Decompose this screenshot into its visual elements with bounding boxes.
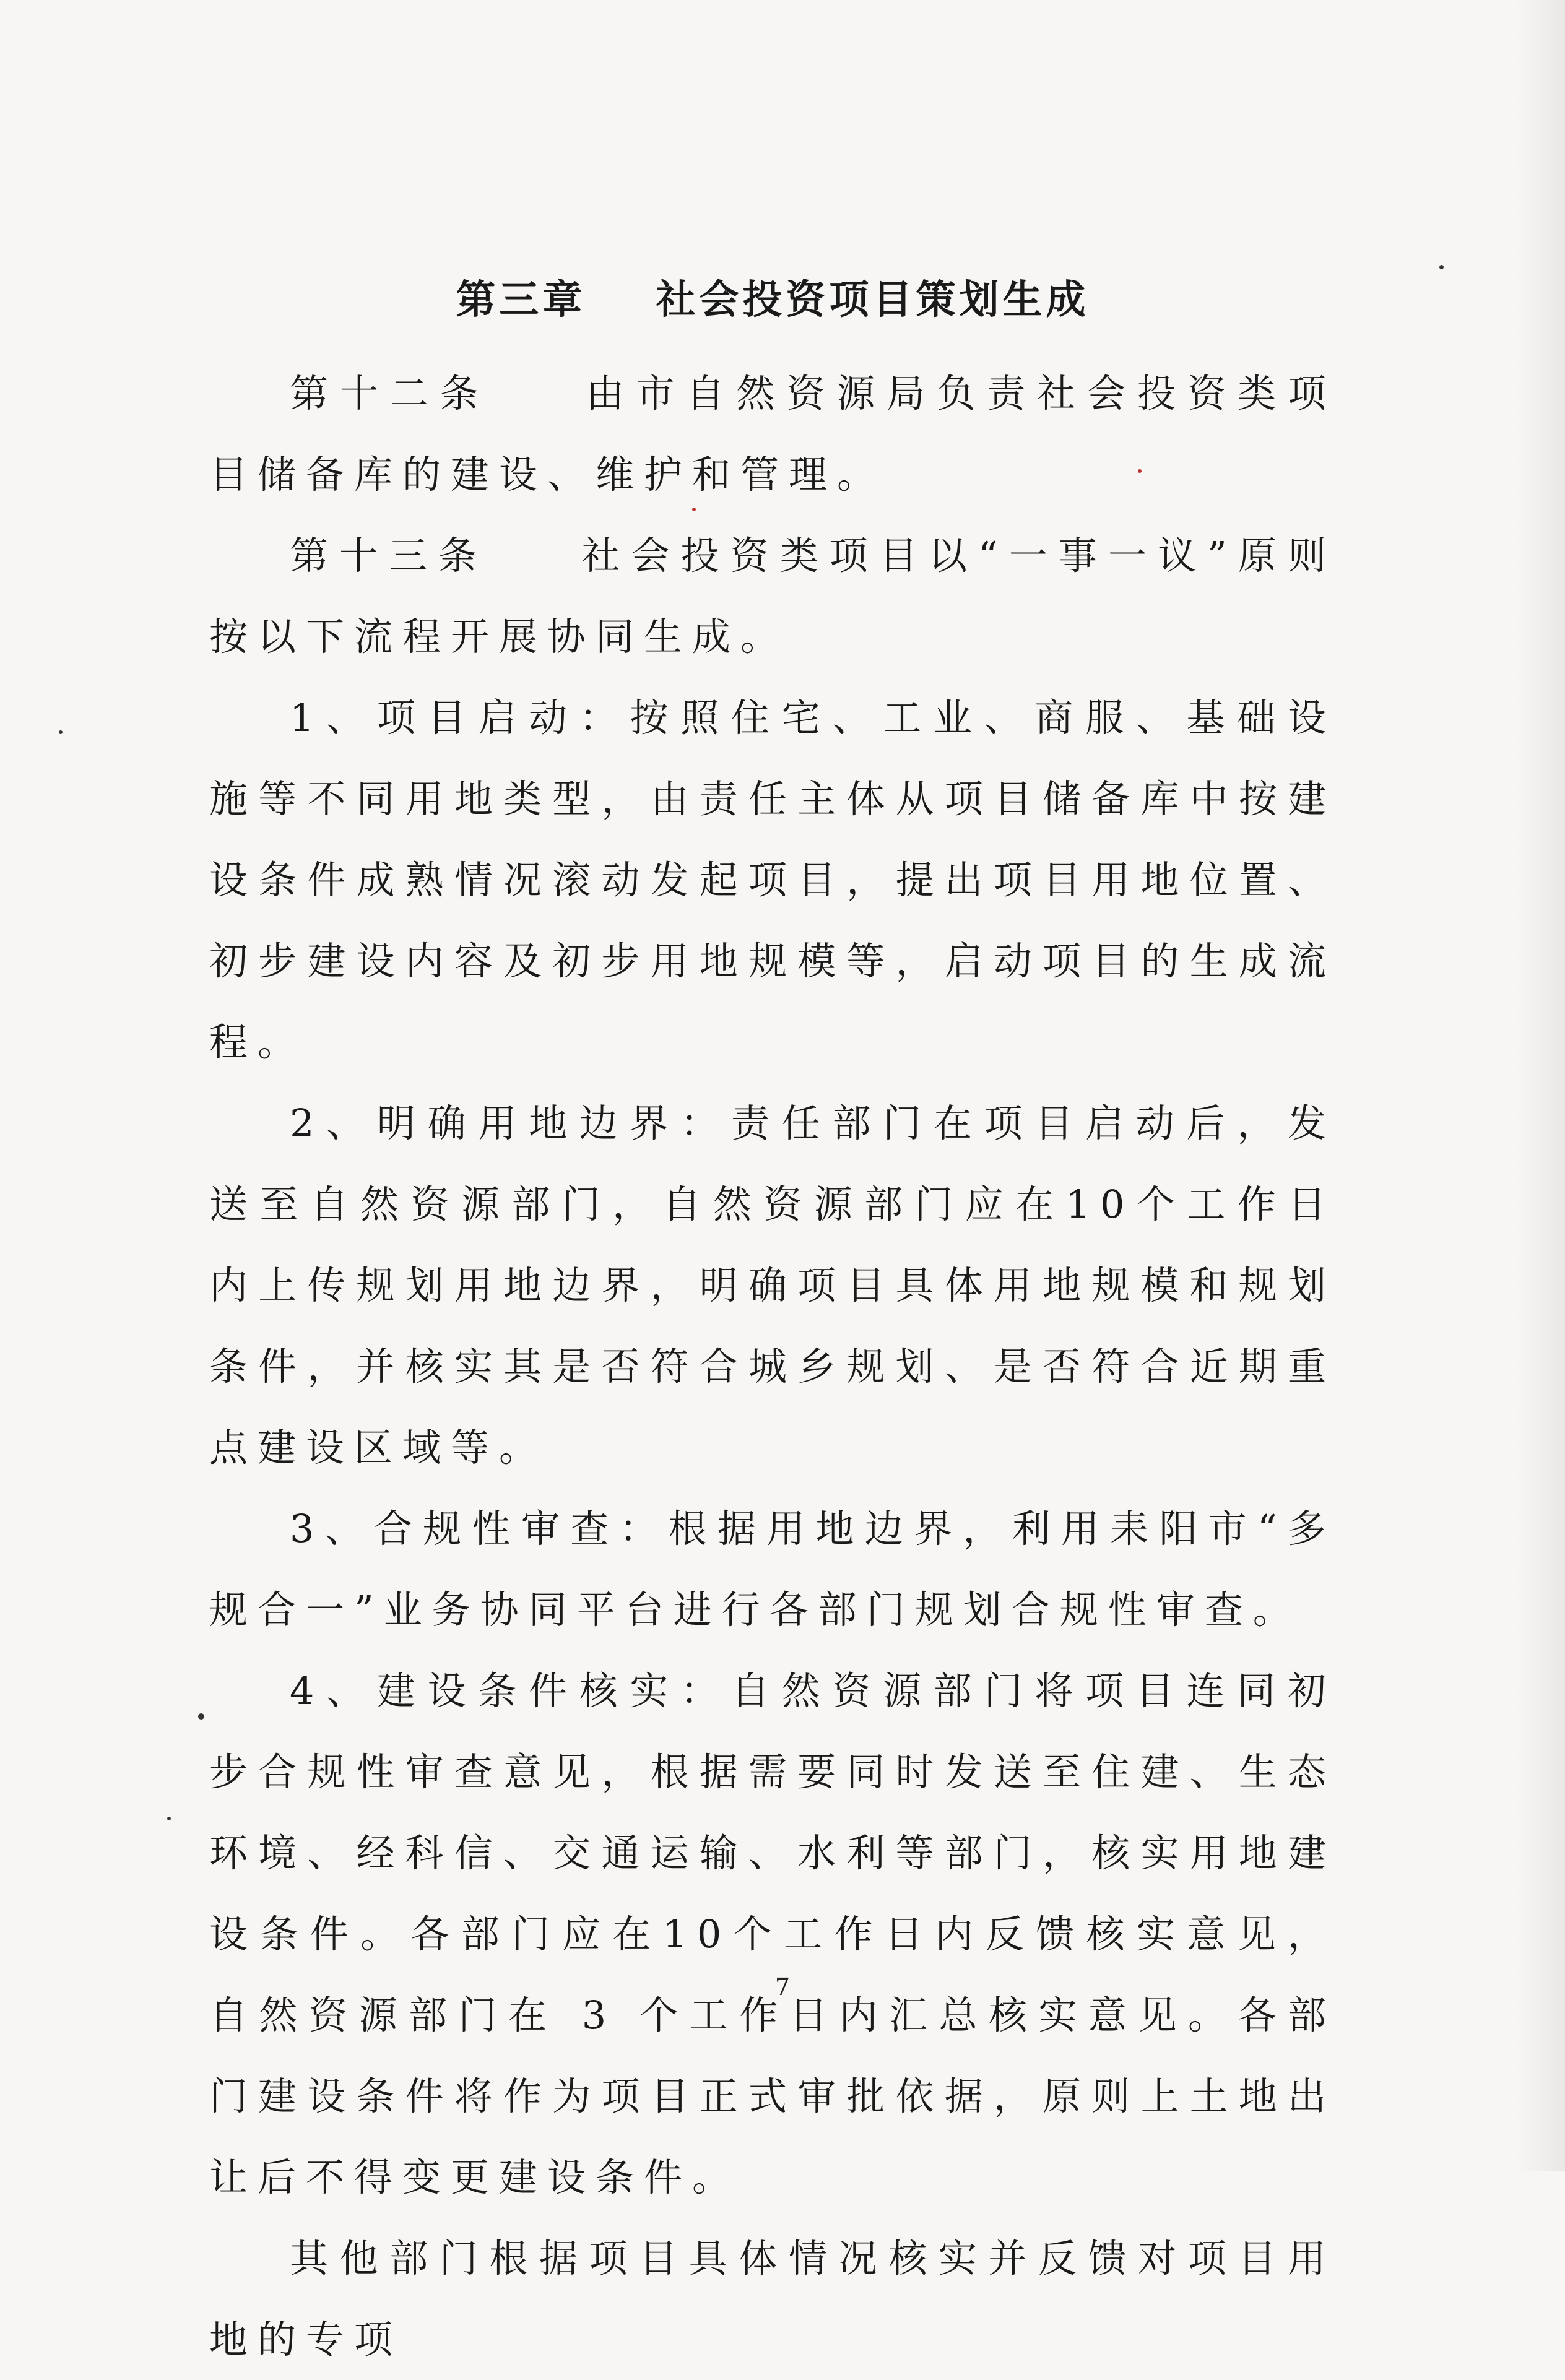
article-paragraph: 第十三条 社会投资类项目以“一事一议”原则按以下流程开展协同生成。 bbox=[209, 533, 1336, 659]
scan-speck bbox=[59, 730, 63, 734]
article-paragraph: 第十二条 由市自然资源局负责社会投资类项目储备库的建设、维护和管理。 bbox=[209, 371, 1336, 497]
list-item-paragraph: 2、明确用地边界：责任部门在项目启动后，发送至自然资源部门，自然资源部门应在10个工作日内上传规划用地边界，明确项目具体用地规模和规划条件，并核实其是否符合城乡规划、是否符合近期重点建设区域等。 bbox=[209, 1101, 1336, 1470]
list-item-paragraph: 3、合规性审查：根据用地边界，利用耒阳市“多规合一”业务协同平台进行各部门规划合规性审查。 bbox=[209, 1506, 1336, 1632]
chapter-title: 第三章 社会投资项目策划生成 bbox=[456, 277, 1090, 323]
continuation-paragraph: 其他部门根据项目具体情况核实并反馈对项目用地的专项 bbox=[209, 2236, 1336, 2362]
scan-speck bbox=[692, 508, 696, 511]
scan-speck bbox=[198, 1713, 204, 1720]
list-item-paragraph: 1、项目启动：按照住宅、工业、商服、基础设施等不同用地类型，由责任主体从项目储备库中按建设条件成熟情况滚动发起项目，提出项目用地位置、初步建设内容及初步用地规模等，启动项目的生成流程。 bbox=[209, 695, 1336, 1065]
scan-speck bbox=[1439, 265, 1444, 269]
scan-speck bbox=[1138, 469, 1142, 473]
page-edge-shadow bbox=[1515, 0, 1565, 2171]
page-body bbox=[209, 272, 1336, 2380]
scan-speck bbox=[167, 1817, 171, 1820]
list-item-paragraph: 4、建设条件核实：自然资源部门将项目连同初步合规性审查意见，根据需要同时发送至住建、生态环境、经科信、交通运输、水利等部门，核实用地建设条件。各部门应在10个工作日内反馈核实意见，自然资源部门在 3 个工作日内汇总核实意见。各部门建设条件将作为项目正式审批依据，原则上土地出让后不得变更建设条件。 bbox=[209, 1668, 1336, 2200]
page-number: 7 bbox=[774, 1973, 791, 2001]
